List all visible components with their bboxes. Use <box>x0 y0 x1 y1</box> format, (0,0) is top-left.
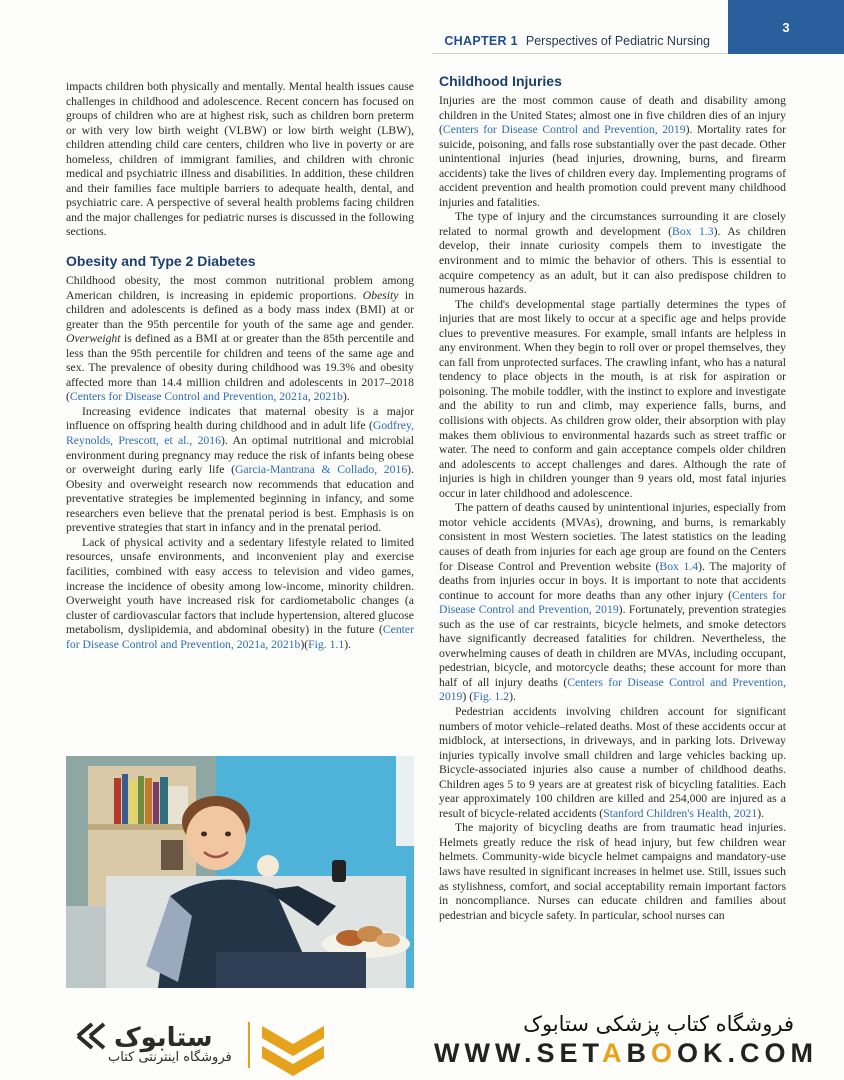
remote <box>332 860 346 882</box>
page-number: 3 <box>782 19 790 35</box>
citation-link[interactable]: Centers for Disease Control and Prevention, 2019 <box>439 588 786 617</box>
book <box>138 776 144 824</box>
term-obesity: Obesity <box>362 288 399 302</box>
injuries-paragraph-5 <box>439 705 786 821</box>
section-heading-obesity: Obesity and Type 2 Diabetes <box>66 253 256 270</box>
logo-brand-text: ستابوک <box>114 1023 213 1053</box>
text-run: ). <box>344 637 352 651</box>
citation-link[interactable]: Godfrey, Reynolds, Prescott, et al., 2016 <box>66 419 414 448</box>
citation-link[interactable]: Garcia-Mantrana & Collado, 2016 <box>234 463 408 477</box>
text-run: )( <box>300 637 309 651</box>
publisher-watermark <box>0 994 844 1080</box>
text-run: ). <box>342 390 350 404</box>
shelf-item <box>161 840 183 870</box>
logo-persian-text: فروشگاه اینترنتی کتاب <box>108 1050 232 1065</box>
running-header <box>444 34 710 48</box>
injuries-paragraph-3: The child's developmental stage partially determines the types of injuries that are most likely to occur at a specific age and helps provide clues to preventive measures. For example, small infants are helpless in any environment. When they begin to roll over or propel themselves, they can fall from unprotected surfaces. The crawling infant, who has a natural tendency to place objects in the mouth, is at risk for aspiration or poisoning. The mobile toddler, with the instinct to explore and investigate and the ability to run and climb, may experience falls, burns, and collisions with objects. As children grow older, their absorption with play makes them oblivious to environmental hazards such as street traffic or water. The need to conform and gain acceptance compels older children and adolescents to accept challenges and dares. Although the rate of injuries is high in children younger than 9 years old, most fatal injuries occur in later childhood and adolescence. <box>439 297 786 500</box>
injuries-paragraph-1 <box>439 94 786 210</box>
book <box>114 778 121 824</box>
obesity-paragraph-2 <box>66 405 414 536</box>
box-link[interactable]: Box 1.4 <box>659 559 699 573</box>
citation-link[interactable]: Centers for Disease Control and Prevention, 2021a, 2021b <box>69 390 343 404</box>
text-run: ). Mortality rates for suicide, poisoning, and falls rose substantially over the past decade. Other unintentional injuries (head injuries, drowning, burns, and firearm accidents) take the lives of children every day. Implementing programs of accident prevention and health promotion could prevent many childhood injuries and fatalities. <box>439 123 786 209</box>
citation-link[interactable]: Stanford Children's Health, 2021 <box>603 806 758 820</box>
text-run: Increasing evidence indicates that maternal obesity is a major influence on offspring health during childhood and in adult life ( <box>66 404 414 433</box>
book <box>145 778 152 824</box>
injuries-paragraph-6: The majority of bicycling deaths are from traumatic head injuries. Helmets greatly reduce the risk of head injury, but few children wear helmets. Community-wide bicycle helmet campaigns and mandatory-use laws have resulted in significant increases in helmet use. Still, issues such as stylishness, comfort, and social acceptability remain important factors in noncompliance. Nurses can educate children and families about pedestrian and bicycle safety. In particular, school nurses can <box>439 821 786 922</box>
text-run: Injuries are the most common cause of death and disability among children in the United States; almost one in five children dies of an injury ( <box>439 94 786 137</box>
figure-link[interactable]: Fig. 1.2 <box>473 690 510 704</box>
persian-store-name: فروشگاه کتاب پزشکی ستابوک <box>523 1012 794 1036</box>
text-run: ). Fortunately, prevention strategies such as the use of car restraints, bicycle helmets, and smoke detectors have significantly decreased fatalities for children. Nevertheless, the overwhelming causes of death in children are MVAs, including occupant, pedestrian, bicycle, and motorcycle deaths; these account for more than half of all injury deaths ( <box>439 603 786 689</box>
section-heading-injuries: Childhood Injuries <box>439 73 562 89</box>
text-run: The pattern of deaths caused by unintentional injuries, especially from motor vehicle accidents (MVAs), drowning, and burns, is remarkably consistent in most Western societies. The latest statistics on the leading causes of death from injuries for each age group are found on the Centers for Disease Control and Prevention website ( <box>439 501 786 573</box>
text-run: The type of injury and the circumstances surrounding it are closely related to normal growth and development ( <box>439 210 786 238</box>
intro-paragraph: impacts children both physically and mentally. Mental health issues cause challenges in childhood and adolescence. Recent concern has focused on groups of children who are at highest risk, such as children born preterm or with very low birth weight (VLBW) or low birth weight (LBW), children attending child care centers, children who live in poverty or are homeless, children of immigrant families, and children with chronic medical and psychiatric illness and disabilities. In addition, these children and their families face multiple barriers to adequate health, dental, and psychiatric care. A perspective of several health problems facing children and the major challenges for pediatric nurses is discussed in the following sections. <box>66 80 414 239</box>
text-run: in children and adolescents is defined as a body mass index (BMI) at or greater than the 95th percentile for youth of the same age and gender. <box>66 288 414 331</box>
text-run: Childhood obesity, the most common nutritional problem among American children, is increasing in epidemic proportions. <box>66 274 414 302</box>
injuries-paragraph-4 <box>439 501 786 705</box>
text-run: ). <box>509 690 516 704</box>
window-edge <box>396 756 414 846</box>
url-accent: O <box>650 1038 677 1068</box>
book <box>122 774 128 824</box>
logo-divider <box>248 1022 250 1068</box>
donut <box>376 933 400 947</box>
url-accent: A <box>601 1038 627 1068</box>
url-part: WWW.SET <box>434 1038 602 1068</box>
left-column <box>66 80 414 652</box>
donut <box>257 855 279 877</box>
eye <box>225 832 231 837</box>
text-run: ). The majority of deaths from injuries occur in boys. It is important to note that accidents continue to account for more deaths than any other injury ( <box>439 559 786 602</box>
text-run: Lack of physical activity and a sedentary lifestyle related to limited resources, unsafe environments, and inconvenient play and exercise facilities, combined with easy access to television and video games, increase the incidence of obesity among low-income, minority children. Overweight youth have increased risk for cardiometabolic changes (a cluster of cardiovascular factors that include hypertension, altered glucose metabolism, dyslipidemia, and abdominal obesity) in the future ( <box>66 535 414 637</box>
text-run: ). As children develop, their innate curiosity compels them to investigate the environment and to mimic the behavior of others. This is essential to acquire competency as an adult, but it can also predispose children to numerous hazards. <box>439 224 786 297</box>
chevron-logo-icon <box>258 1020 328 1076</box>
figure-link[interactable]: Fig. 1.1 <box>308 637 345 651</box>
face <box>186 806 246 870</box>
citation-link[interactable]: Centers for Disease Control and Prevention, 2019 <box>442 123 686 137</box>
text-run: ). Obesity and overweight research now recommends that education and preventative strategies be implemented beginning in infancy, and some researchers even believe that the prenatal period is best. Emphasis is on preventive strategies that start in infancy and in the prenatal period. <box>66 463 414 535</box>
text-run: ). <box>757 806 765 820</box>
right-column <box>439 72 786 992</box>
url-part: B <box>626 1038 651 1068</box>
chapter-title: Perspectives of Pediatric Nursing <box>525 34 710 48</box>
jeans <box>216 952 366 988</box>
store-url[interactable] <box>434 1038 818 1069</box>
eye <box>201 832 207 837</box>
text-run: ). An optimal nutritional and microbial environment during pregnancy may reduce the risk of infants being obese or overweight during early life ( <box>66 434 414 477</box>
citation-link[interactable]: Center for Disease Control and Prevention, 2021a, 2021b <box>66 623 414 651</box>
header-rule <box>432 53 728 54</box>
shelf-board <box>88 824 196 830</box>
injuries-paragraph-2 <box>439 210 786 297</box>
figure-photo-obese-child <box>66 756 414 988</box>
page-number-tab <box>728 0 844 54</box>
text-run: ) ( <box>462 690 474 704</box>
chapter-label: CHAPTER 1 <box>444 34 518 48</box>
citation-link[interactable]: Centers for Disease Control and Prevention, 2019 <box>439 675 786 704</box>
obesity-paragraph-1 <box>66 274 414 405</box>
text-run: Pedestrian accidents involving children account for significant numbers of motor vehicle–related deaths. Most of these accidents occur at midblock, at intersections, in driveways, and in parking lots. Driveway injuries typically involve small children and large vehicles backing up. Bicycle-associated injuries also cause a number of childhood deaths. Children ages 5 to 9 years are at greatest risk of bicycling fatalities. Each year approximately 100 children are killed and 254,000 are injured as a result of bicycle-related accidents ( <box>439 704 786 820</box>
box-link[interactable]: Box 1.3 <box>672 224 714 238</box>
obesity-paragraph-3 <box>66 536 414 652</box>
photo-illustration <box>66 756 414 988</box>
text-run: is defined as a BMI at or greater than the 85th percentile and less than the 95th percentile for children and teens of the same age and sex. The prevalence of obesity during childhood was 19.3% and obesity affected more than 14.4 million children and adolescents in 2017–2018 ( <box>66 332 414 404</box>
term-overweight: Overweight <box>66 332 121 346</box>
book <box>129 780 137 824</box>
book <box>153 782 159 824</box>
url-part: OK.COM <box>677 1038 818 1068</box>
book <box>160 777 168 824</box>
